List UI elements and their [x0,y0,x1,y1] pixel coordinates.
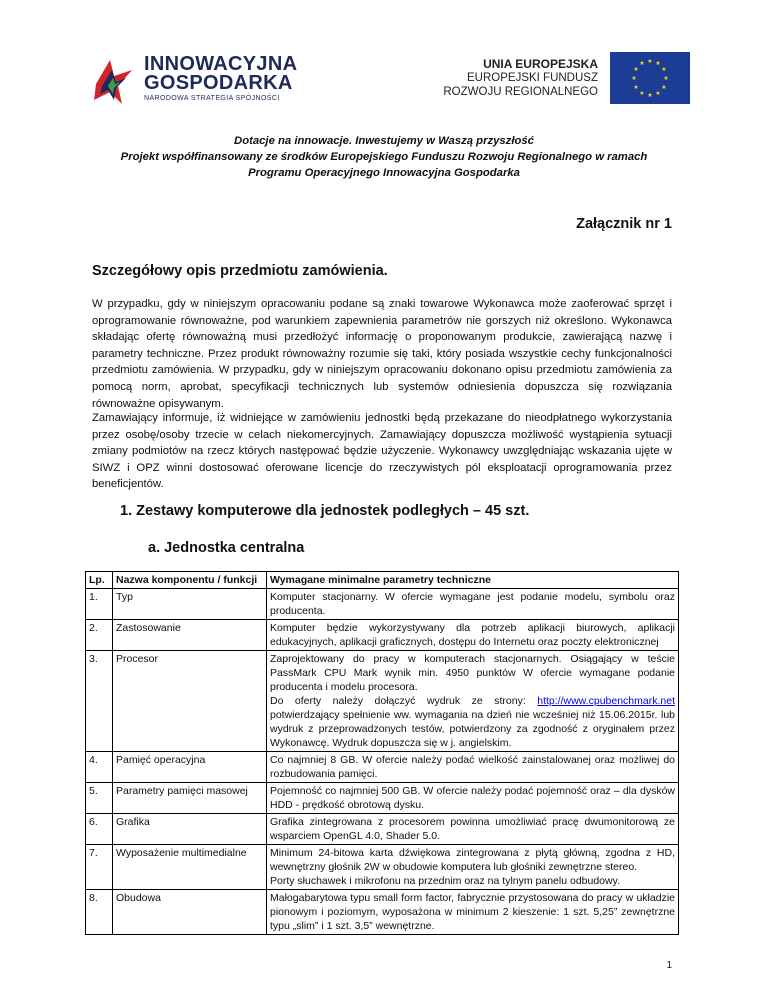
funding-line3: Programu Operacyjnego Innowacyjna Gospodarka [248,167,520,179]
row-spec: Pojemność co najmniej 500 GB. W ofercie należy podać pojemność oraz – dla dysków HDD - prędkość obrotową dysku. [267,783,679,814]
svg-text:★: ★ [631,75,637,82]
row-lp: 5. [86,783,113,814]
header-parameters: Wymagane minimalne parametry techniczne [267,572,679,589]
row-name: Obudowa [113,890,267,935]
innovation-star-icon [92,56,136,106]
svg-text:★: ★ [661,84,667,91]
annex-label: Załącznik nr 1 [576,216,672,232]
page-number: 1 [666,960,672,971]
row-spec-text2: Porty słuchawek i mikrofonu na przednim oraz na tylnym panelu odbudowy. [270,875,620,887]
header-lp: Lp. [86,572,113,589]
table-row [86,890,679,935]
table-row [86,814,679,845]
document-title: Szczegółowy opis przedmiotu zamówienia. [92,263,388,279]
row-spec-text2 [270,694,675,750]
row-name: Grafika [113,814,267,845]
row-spec [267,845,679,890]
logo-line1: INNOWACYJNA [144,53,298,75]
funding-line1: Dotacje na innowacje. Inwestujemy w Waszą przyszłość [234,135,534,147]
table-header-row [86,572,679,589]
row-name: Parametry pamięci masowej [113,783,267,814]
row-lp: 6. [86,814,113,845]
cpubenchmark-link[interactable]: http://www.cpubenchmark.net [537,695,675,707]
row-lp: 4. [86,752,113,783]
table-row [86,752,679,783]
table-row [86,845,679,890]
logo-subtitle: NARODOWA STRATEGIA SPÓJNOŚCI [144,95,280,102]
spec-pre: Do oferty należy dołączyć wydruk ze strony: [270,695,538,707]
funding-line2: Projekt współfinansowany ze środków Europejskiego Funduszu Rozwoju Regionalnego w ramach [120,151,648,163]
row-name: Wyposażenie multimedialne [113,845,267,890]
header-component: Nazwa komponentu / funkcji [113,572,267,589]
eu-line2: EUROPEJSKI FUNDUSZ [467,72,598,84]
table-row [86,589,679,620]
row-name: Pamięć operacyjna [113,752,267,783]
row-name: Typ [113,589,267,620]
row-lp: 7. [86,845,113,890]
row-spec: Grafika zintegrowana z procesorem powinna umożliwiać pracę dwumonitorową ze wsparciem OpenGL 4.0, Shader 5.0. [267,814,679,845]
svg-text:★: ★ [661,66,667,73]
funding-statement [0,133,768,181]
row-spec: Komputer stacjonarny. W ofercie wymagane jest podanie modelu, symbolu oraz producenta. [267,589,679,620]
svg-text:★: ★ [655,60,661,67]
svg-text:★: ★ [655,90,661,97]
logo-line2: GOSPODARKA [144,72,293,94]
row-lp: 1. [86,589,113,620]
row-spec: Co najmniej 8 GB. W ofercie należy podać wielkość zainstalowanej oraz możliwej do rozbudowania pamięci. [267,752,679,783]
svg-text:★: ★ [639,90,645,97]
section-heading: 1. Zestawy komputerowe dla jednostek podległych – 45 szt. [120,503,530,519]
svg-text:★: ★ [647,58,653,65]
row-lp: 2. [86,620,113,651]
table-row [86,620,679,651]
row-lp: 8. [86,890,113,935]
innowacyjna-gospodarka-logo [92,50,322,110]
svg-text:★: ★ [633,84,639,91]
svg-text:★: ★ [639,60,645,67]
eu-logo [443,52,690,104]
row-spec: Małogabarytowa typu small form factor, fabrycznie przystosowana do pracy w układzie pionowym i poziomym, wyposażona w minimum 2 kieszenie: 1 szt. 5,25” zewnętrzne typu „slim” i 1 szt. 3,5” wewnętrzne. [267,890,679,935]
paragraph-licensing: Zamawiający informuje, iż widniejące w zamówieniu jednostki będą przekazane do nieodpłatnego wykorzystania przez osobę/osoby trzecie w celach niekomercyjnych. Zamawiający dopuszcza możliwość wystąpienia sytuacji zmiany podmiotów na rzecz których następować będzie użyczenie. Wykonawcy uwzględniając wskazania ujęte w SIWZ i OPZ winni dostosować oferowane licencje do rzeczywistych pól eksploatacji oprogramowania przez beneficjentów. [92,412,672,491]
svg-text:★: ★ [647,92,653,99]
row-spec-text: Minimum 24-bitowa karta dźwiękowa zintegrowana z płytą główną, zgodna z HD, wewnętrzny głośnik 2W w obudowie komputera lub głośniki zewnętrzne stereo. [270,847,675,873]
row-spec [267,651,679,752]
table-row [86,783,679,814]
requirements-table [85,571,679,935]
row-name: Procesor [113,651,267,752]
row-name: Zastosowanie [113,620,267,651]
spec-post: potwierdzający spełnienie ww. wymagania na dzień nie wcześniej niż 15.06.2015r. lub wydruk z przeprowadzonych testów, potwierdzony za zgodność z oryginałem przez Wykonawcę. Wydruk dopuszcza się w j. angielskim. [270,709,675,749]
svg-text:★: ★ [633,66,639,73]
subsection-heading: a. Jednostka centralna [148,540,305,556]
svg-text:★: ★ [663,75,669,82]
paragraph-equivalents: W przypadku, gdy w niniejszym opracowaniu podane są znaki towarowe Wykonawca może zaoferować sprzęt i oprogramowanie równoważne, pod warunkiem zapewnienia parametrów nie gorszych niż określono. Wykonawca składając ofertę równoważną musi przedłożyć informację o proponowanym produkcie, zawierającą nazwę i parametry techniczne. Przez produkt równoważny rozumie się taki, który posiada wszystkie cechy funkcjonalności przedmiotu zamówienia. W przypadku, gdy w niniejszym opracowaniu dokonano opisu przedmiotu zamówienia za pomocą norm, aprobat, specyfikacji technicznych lub systemów odniesienia dopuszcza się rozwiązania równoważne opisywanym. [92,298,672,410]
row-spec: Komputer będzie wykorzystywany dla potrzeb aplikacji biurowych, aplikacji edukacyjnych, aplikacji graficznych, dostępu do Internetu oraz poczty elektronicznej [267,620,679,651]
eu-flag-icon [610,52,690,104]
eu-line3: ROZWOJU REGIONALNEGO [443,86,598,98]
eu-line1: UNIA EUROPEJSKA [483,57,598,71]
table-row [86,651,679,752]
row-spec-text: Zaprojektowany do pracy w komputerach stacjonarnych. Osiągający w teście PassMark CPU Mark wynik min. 4950 punktów W ofercie wymagane podanie producenta i modelu procesora. [270,653,675,693]
row-lp: 3. [86,651,113,752]
